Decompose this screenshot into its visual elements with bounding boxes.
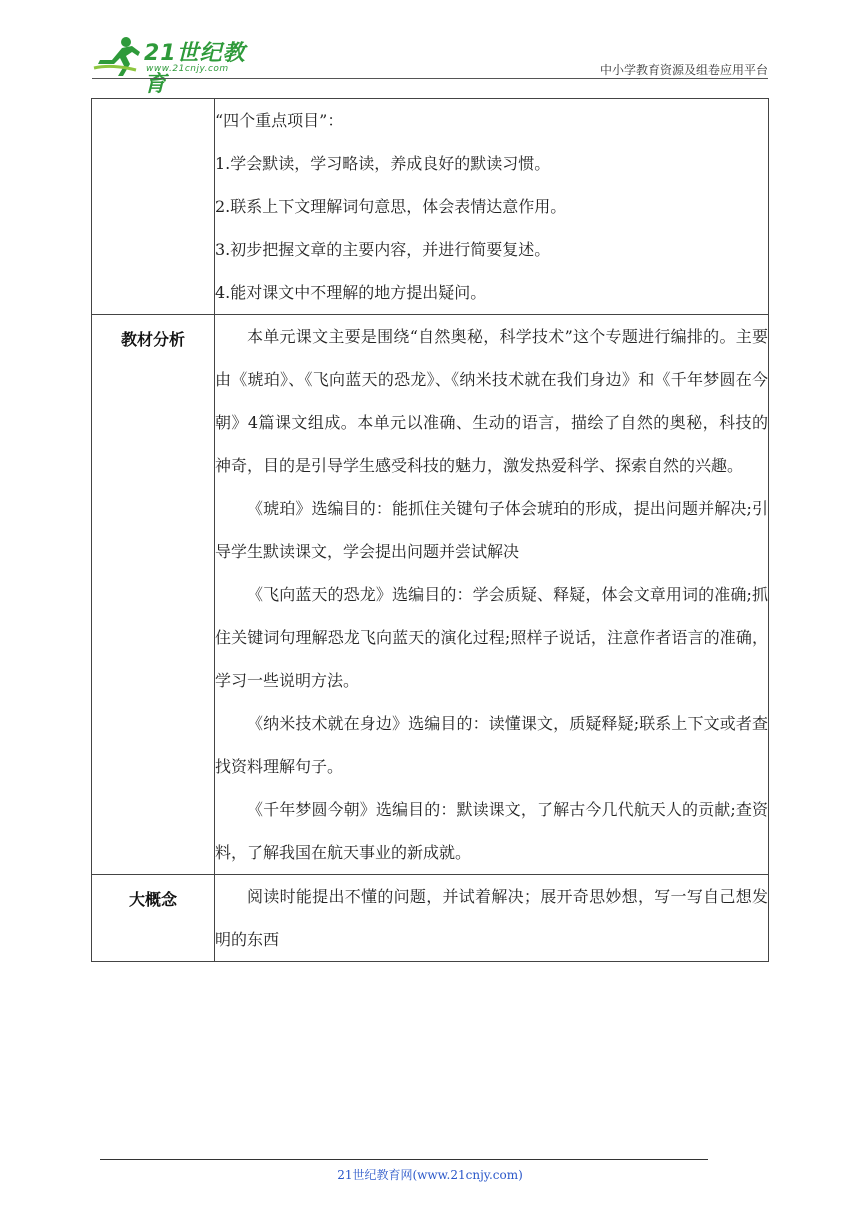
goals-cell	[215, 99, 769, 315]
goals-line: “四个重点项目”：	[215, 111, 344, 130]
table-row-concept	[92, 875, 769, 962]
footer-divider	[100, 1159, 708, 1160]
plan-table	[91, 98, 769, 962]
page-header	[92, 28, 768, 97]
analysis-paragraph: 本单元课文主要是围绕“自然奥秘，科学技术”这个专题进行编排的。主要由《琥珀》、《飞向蓝天的恐龙》、《纳米技术就在我们身边》和《千年梦圆在今朝》4篇课文组成。本单元以准确、生动的语言，描绘了自然的奥秘，科技的神奇，目的是引导学生感受科技的魅力，激发热爱科学、探索自然的兴趣。	[215, 327, 768, 475]
header-divider	[92, 78, 768, 79]
analysis-paragraph: 《飞向蓝天的恐龙》选编目的：学会质疑、释疑，体会文章用词的准确;抓住关键词句理解恐龙飞向蓝天的演化过程;照样子说话，注意作者语言的准确，学习一些说明方法。	[215, 585, 768, 690]
table-row-analysis	[92, 315, 769, 875]
concept-cell	[215, 875, 769, 962]
goals-line: 1.学会默读，学习略读，养成良好的默读习惯。	[215, 154, 551, 173]
analysis-paragraph: 《纳米技术就在身边》选编目的：读懂课文，质疑释疑;联系上下文或者查找资料理解句子。	[215, 714, 768, 776]
runner-logo-icon	[92, 34, 142, 78]
platform-name: 中小学教育资源及组卷应用平台	[599, 63, 768, 77]
table-row-goals	[92, 99, 769, 315]
footer-text: 21世纪教育网(www.21cnjy.com)	[337, 1168, 523, 1182]
concept-paragraph: 阅读时能提出不懂的问题，并试着解决；展开奇思妙想，写一写自己想发明的东西	[215, 887, 768, 949]
logo-url: www.21cnjy.com	[146, 64, 229, 74]
row-label-analysis: 教材分析	[92, 315, 215, 875]
analysis-paragraph: 《琥珀》选编目的：能抓住关键句子体会琥珀的形成，提出问题并解决;引导学生默读课文，学会提出问题并尝试解决	[215, 499, 768, 561]
row-label-concept: 大概念	[92, 875, 215, 962]
analysis-cell	[215, 315, 769, 875]
logo	[92, 34, 262, 97]
goals-line: 4.能对课文中不理解的地方提出疑问。	[215, 283, 487, 302]
goals-line: 3.初步把握文章的主要内容，并进行简要复述。	[215, 240, 551, 259]
goals-line: 2.联系上下文理解词句意思，体会表情达意作用。	[215, 197, 567, 216]
analysis-paragraph: 《千年梦圆今朝》选编目的：默读课文，了解古今几代航天人的贡献;查资料，了解我国在航天事业的新成就。	[215, 800, 768, 862]
logo-text: 21世纪教育	[144, 41, 246, 97]
row-label-empty	[92, 99, 215, 315]
